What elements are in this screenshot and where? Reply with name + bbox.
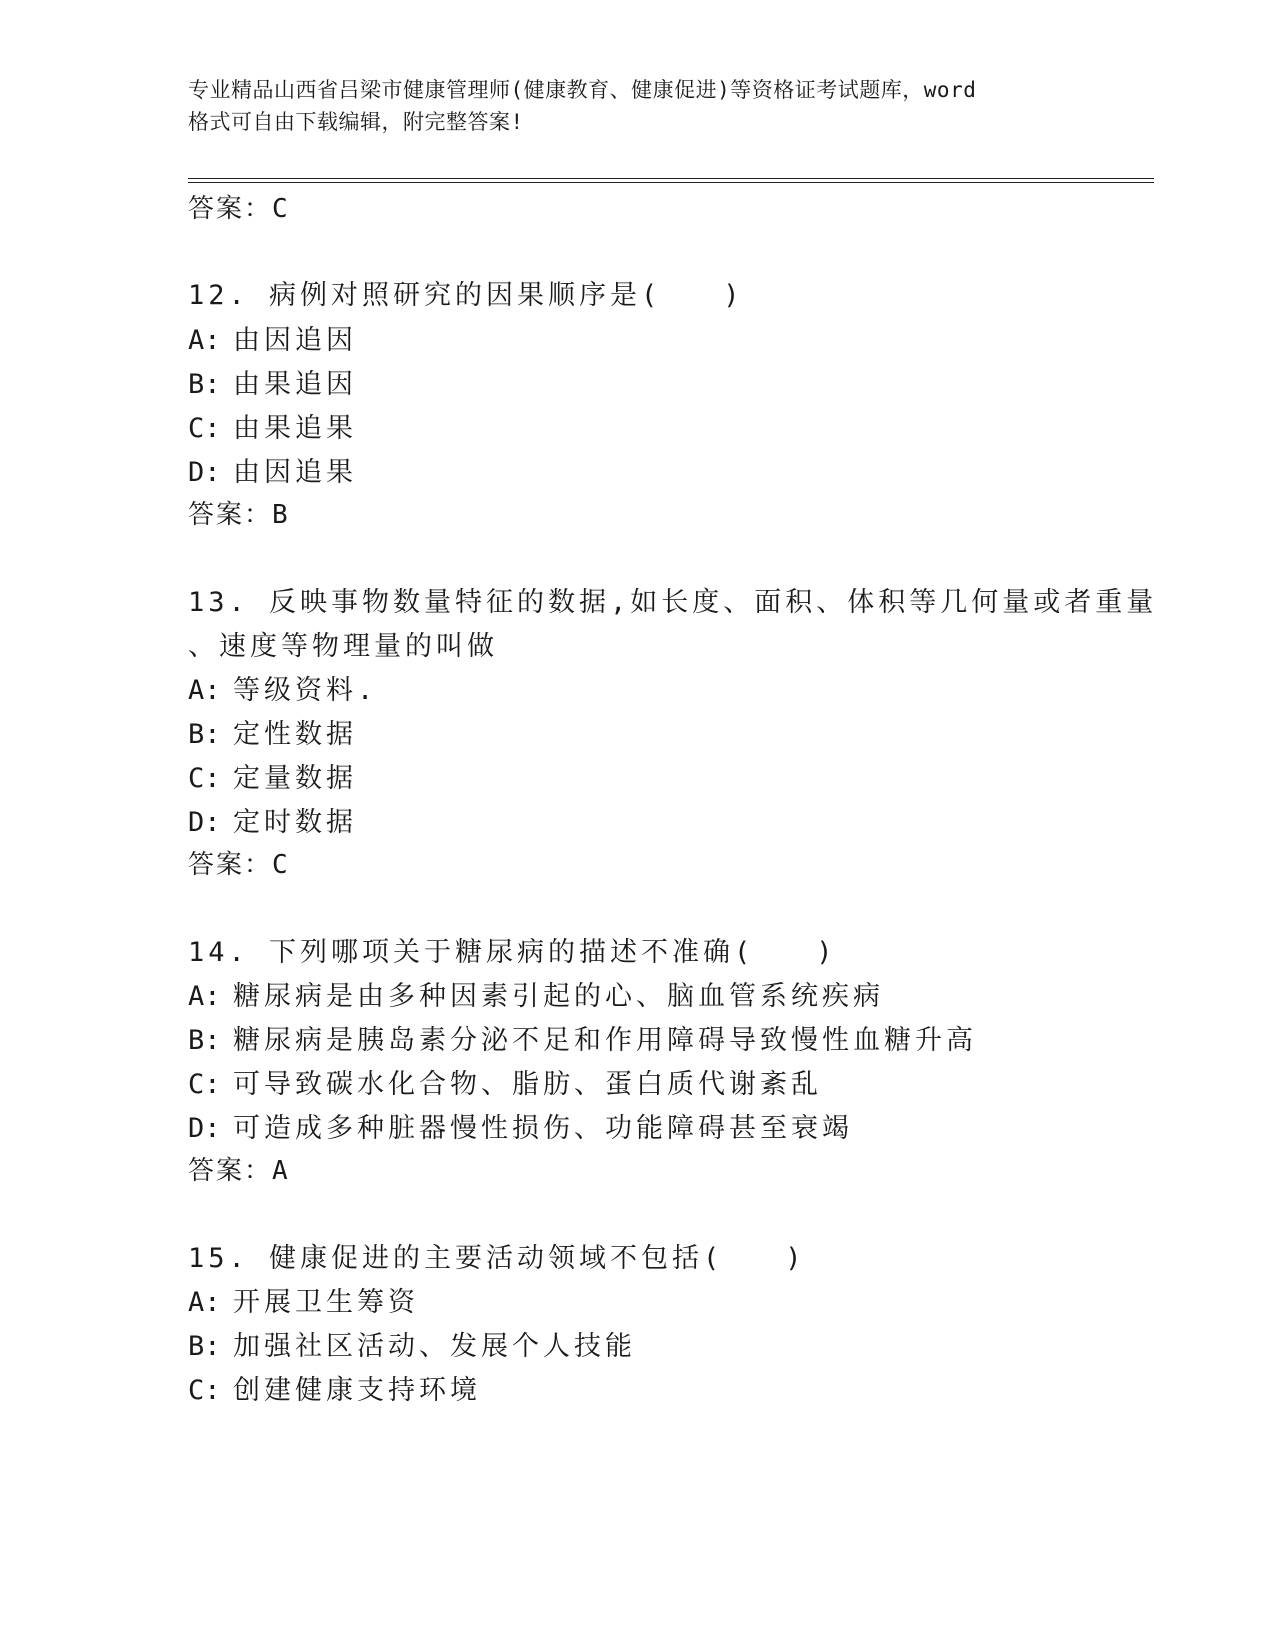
option-key: C:: [188, 1069, 221, 1100]
option-text: 由因追果: [233, 457, 357, 488]
option-text: 定量数据: [233, 763, 357, 794]
option-text: 定性数据: [233, 719, 357, 750]
question-14-answer: [188, 1150, 290, 1187]
question-12-option-c: [188, 406, 357, 445]
answer-label: 答案：: [188, 194, 273, 224]
header-line-1: 专业精品山西省吕梁市健康管理师(健康教育、健康促进)等资格证考试题库，word: [188, 78, 977, 102]
question-13-answer: [188, 844, 290, 881]
option-key: D:: [188, 1113, 221, 1144]
answer-label: 答案：: [188, 500, 273, 530]
option-key: B:: [188, 1025, 221, 1056]
option-key: D:: [188, 807, 221, 838]
question-14-option-b: [188, 1018, 977, 1057]
option-text: 开展卫生筹资: [233, 1287, 419, 1318]
option-key: A:: [188, 981, 221, 1012]
question-12-option-b: [188, 362, 357, 401]
question-15-option-c: [188, 1368, 481, 1407]
question-15-option-b: [188, 1324, 636, 1363]
question-13-stem-line-2: 、速度等物理量的叫做: [188, 631, 498, 662]
question-13-option-c: [188, 756, 357, 795]
question-13-stem-line-1: 13. 反映事物数量特征的数据,如长度、面积、体积等几何量或者重量: [188, 587, 1158, 618]
option-key: C:: [188, 1375, 221, 1406]
question-14-option-c: [188, 1062, 822, 1101]
question-14-option-d: [188, 1106, 853, 1145]
header-line-2: 格式可自由下载编辑，附完整答案!: [188, 110, 524, 134]
option-key: A:: [188, 325, 221, 356]
option-text: 可导致碳水化合物、脂肪、蛋白质代谢紊乱: [233, 1069, 822, 1100]
answer-line-prev: [188, 188, 290, 225]
answer-label: 答案：: [188, 850, 273, 880]
answer-value: C: [272, 850, 290, 880]
option-text: 等级资料.: [233, 675, 378, 706]
question-14-stem: 14. 下列哪项关于糖尿病的描述不准确( ): [188, 937, 837, 968]
option-key: D:: [188, 457, 221, 488]
option-text: 糖尿病是由多种因素引起的心、脑血管系统疾病: [233, 981, 884, 1012]
answer-value: C: [272, 194, 290, 224]
option-key: B:: [188, 719, 221, 750]
option-text: 可造成多种脏器慢性损伤、功能障碍甚至衰竭: [233, 1113, 853, 1144]
option-text: 由果追果: [233, 413, 357, 444]
question-13-option-b: [188, 712, 357, 751]
option-text: 定时数据: [233, 807, 357, 838]
question-15-option-a: [188, 1280, 419, 1319]
option-text: 由果追因: [233, 369, 357, 400]
question-12-option-d: [188, 450, 357, 489]
question-13-option-a: [188, 668, 377, 707]
answer-value: A: [272, 1156, 290, 1186]
question-12-stem: 12. 病例对照研究的因果顺序是( ): [188, 280, 744, 311]
question-12-option-a: [188, 318, 357, 357]
question-15-stem: 15. 健康促进的主要活动领域不包括( ): [188, 1243, 806, 1274]
option-text: 由因追因: [233, 325, 357, 356]
option-key: A:: [188, 675, 221, 706]
question-12-answer: [188, 494, 290, 531]
header-divider-thin: [188, 178, 1154, 179]
answer-label: 答案：: [188, 1156, 273, 1186]
header-divider-thick: [188, 182, 1154, 183]
option-key: B:: [188, 369, 221, 400]
option-key: C:: [188, 413, 221, 444]
question-14-option-a: [188, 974, 884, 1013]
option-text: 糖尿病是胰岛素分泌不足和作用障碍导致慢性血糖升高: [233, 1025, 977, 1056]
option-key: B:: [188, 1331, 221, 1362]
document-header: [188, 74, 1088, 138]
answer-value: B: [272, 500, 290, 530]
option-key: A:: [188, 1287, 221, 1318]
option-text: 加强社区活动、发展个人技能: [233, 1331, 636, 1362]
option-text: 创建健康支持环境: [233, 1375, 481, 1406]
option-key: C:: [188, 763, 221, 794]
question-13-option-d: [188, 800, 357, 839]
